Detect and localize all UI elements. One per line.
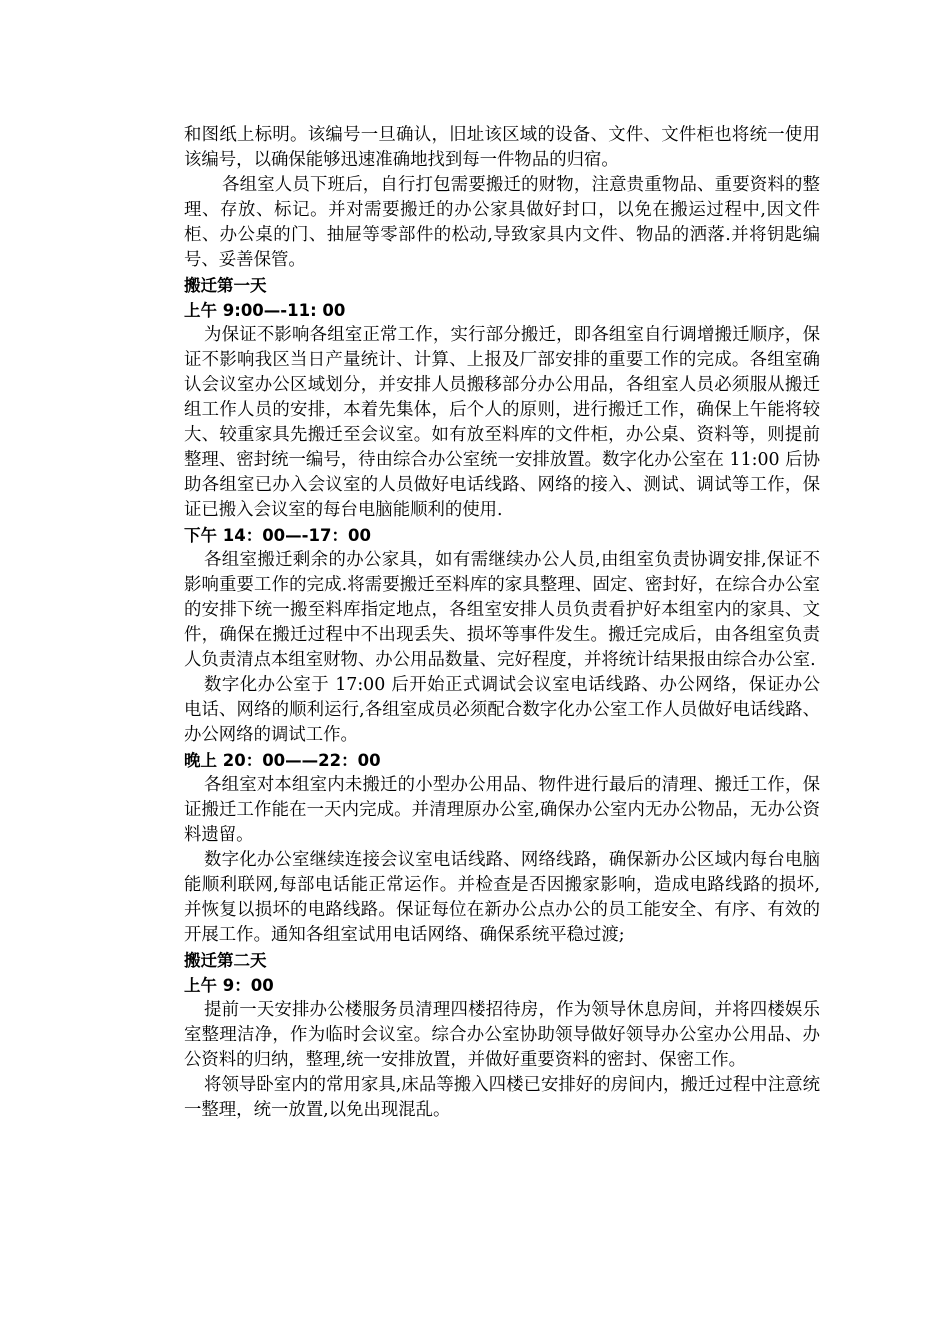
paragraph-afternoon: 各组室搬迁剩余的办公家具，如有需继续办公人员,由组室负责协调安排,保证不影响重要工作的完成.将需要搬迁至料库的家具整理、固定、密封好，在综合办公室的安排下统一搬至料库指定地点，各组室安排人员负责看护好本组室内的家具、文件，确保在搬迁过程中不出现丢失、损坏等事件发生。搬迁完成后，由各组室负责人负责清点本组室财物、办公用品数量、完好程度，并将统计结果报由综合办公室. xyxy=(184,550,820,670)
paragraph-leader-room: 提前一天安排办公楼服务员清理四楼招待房，作为领导休息房间，并将四楼娱乐室整理洁净，作为临时会议室。综合办公室协助领导做好领导办公室办公用品、办公资料的归纳，整理,统一安排放置，并做好重要资料的密封、保密工作。 xyxy=(184,1000,820,1070)
document-page xyxy=(184,123,820,1123)
paragraph-continued: 和图纸上标明。该编号一旦确认，旧址该区域的设备、文件、文件柜也将统一使用该编号，以确保能够迅速准确地找到每一件物品的归宿。 xyxy=(184,125,820,170)
heading-day-two-morning: 上午 9：00 xyxy=(184,976,274,995)
heading-day-two: 搬迁第二天 xyxy=(184,951,267,970)
paragraph-evening-network: 数字化办公室继续连接会议室电话线路、网络线路，确保新办公区域内每台电脑能顺利联网,每部电话能正常运作。并检查是否因搬家影响，造成电路线路的损坏,并恢复以损坏的电路线路。保证每位在新办公点办公的员工能安全、有序、有效的开展工作。通知各组室试用电话网络、确保系统平稳过渡; xyxy=(184,850,820,945)
heading-afternoon-slot: 下午 14：00—-17：00 xyxy=(184,526,371,545)
paragraph-digital-office: 数字化办公室于 17:00 后开始正式调试会议室电话线路、办公网络，保证办公电话、网络的顺利运行,各组室成员必须配合数字化办公室工作人员做好电话线路、办公网络的调试工作。 xyxy=(184,675,820,745)
paragraph-leader-furniture: 将领导卧室内的常用家具,床品等搬入四楼已安排好的房间内，搬迁过程中注意统一整理，统一放置,以免出现混乱。 xyxy=(184,1075,820,1120)
paragraph-morning: 为保证不影响各组室正常工作，实行部分搬迁，即各组室自行调增搬迁顺序，保证不影响我区当日产量统计、计算、上报及厂部安排的重要工作的完成。各组室确认会议室办公区域划分，并安排人员搬移部分办公用品，各组室人员必须服从搬迁组工作人员的安排，本着先集体，后个人的原则，进行搬迁工作，确保上午能将较大、较重家具先搬迁至会议室。如有放至料库的文件柜，办公桌、资料等，则提前整理、密封统一编号，待由综合办公室统一安排放置。数字化办公室在 11:00 后协助各组室已办入会议室的人员做好电话线路、网络的接入、测试、调试等工作，保证已搬入会议室的每台电脑能顺利的使用. xyxy=(184,325,820,520)
heading-morning-slot: 上午 9:00—-11: 00 xyxy=(184,301,346,320)
heading-day-one: 搬迁第一天 xyxy=(184,276,267,295)
paragraph-evening-cleanup: 各组室对本组室内未搬迁的小型办公用品、物件进行最后的清理、搬迁工作，保证搬迁工作能在一天内完成。并清理原办公室,确保办公室内无办公物品，无办公资料遗留。 xyxy=(184,775,820,845)
heading-evening-slot: 晚上 20：00——22：00 xyxy=(184,751,381,770)
paragraph-packing: 各组室人员下班后，自行打包需要搬迁的财物，注意贵重物品、重要资料的整理、存放、标记。并对需要搬迁的办公家具做好封口，以免在搬运过程中,因文件柜、办公桌的门、抽屉等零部件的松动,导致家具内文件、物品的洒落.并将钥匙编号、妥善保管。 xyxy=(184,175,820,270)
